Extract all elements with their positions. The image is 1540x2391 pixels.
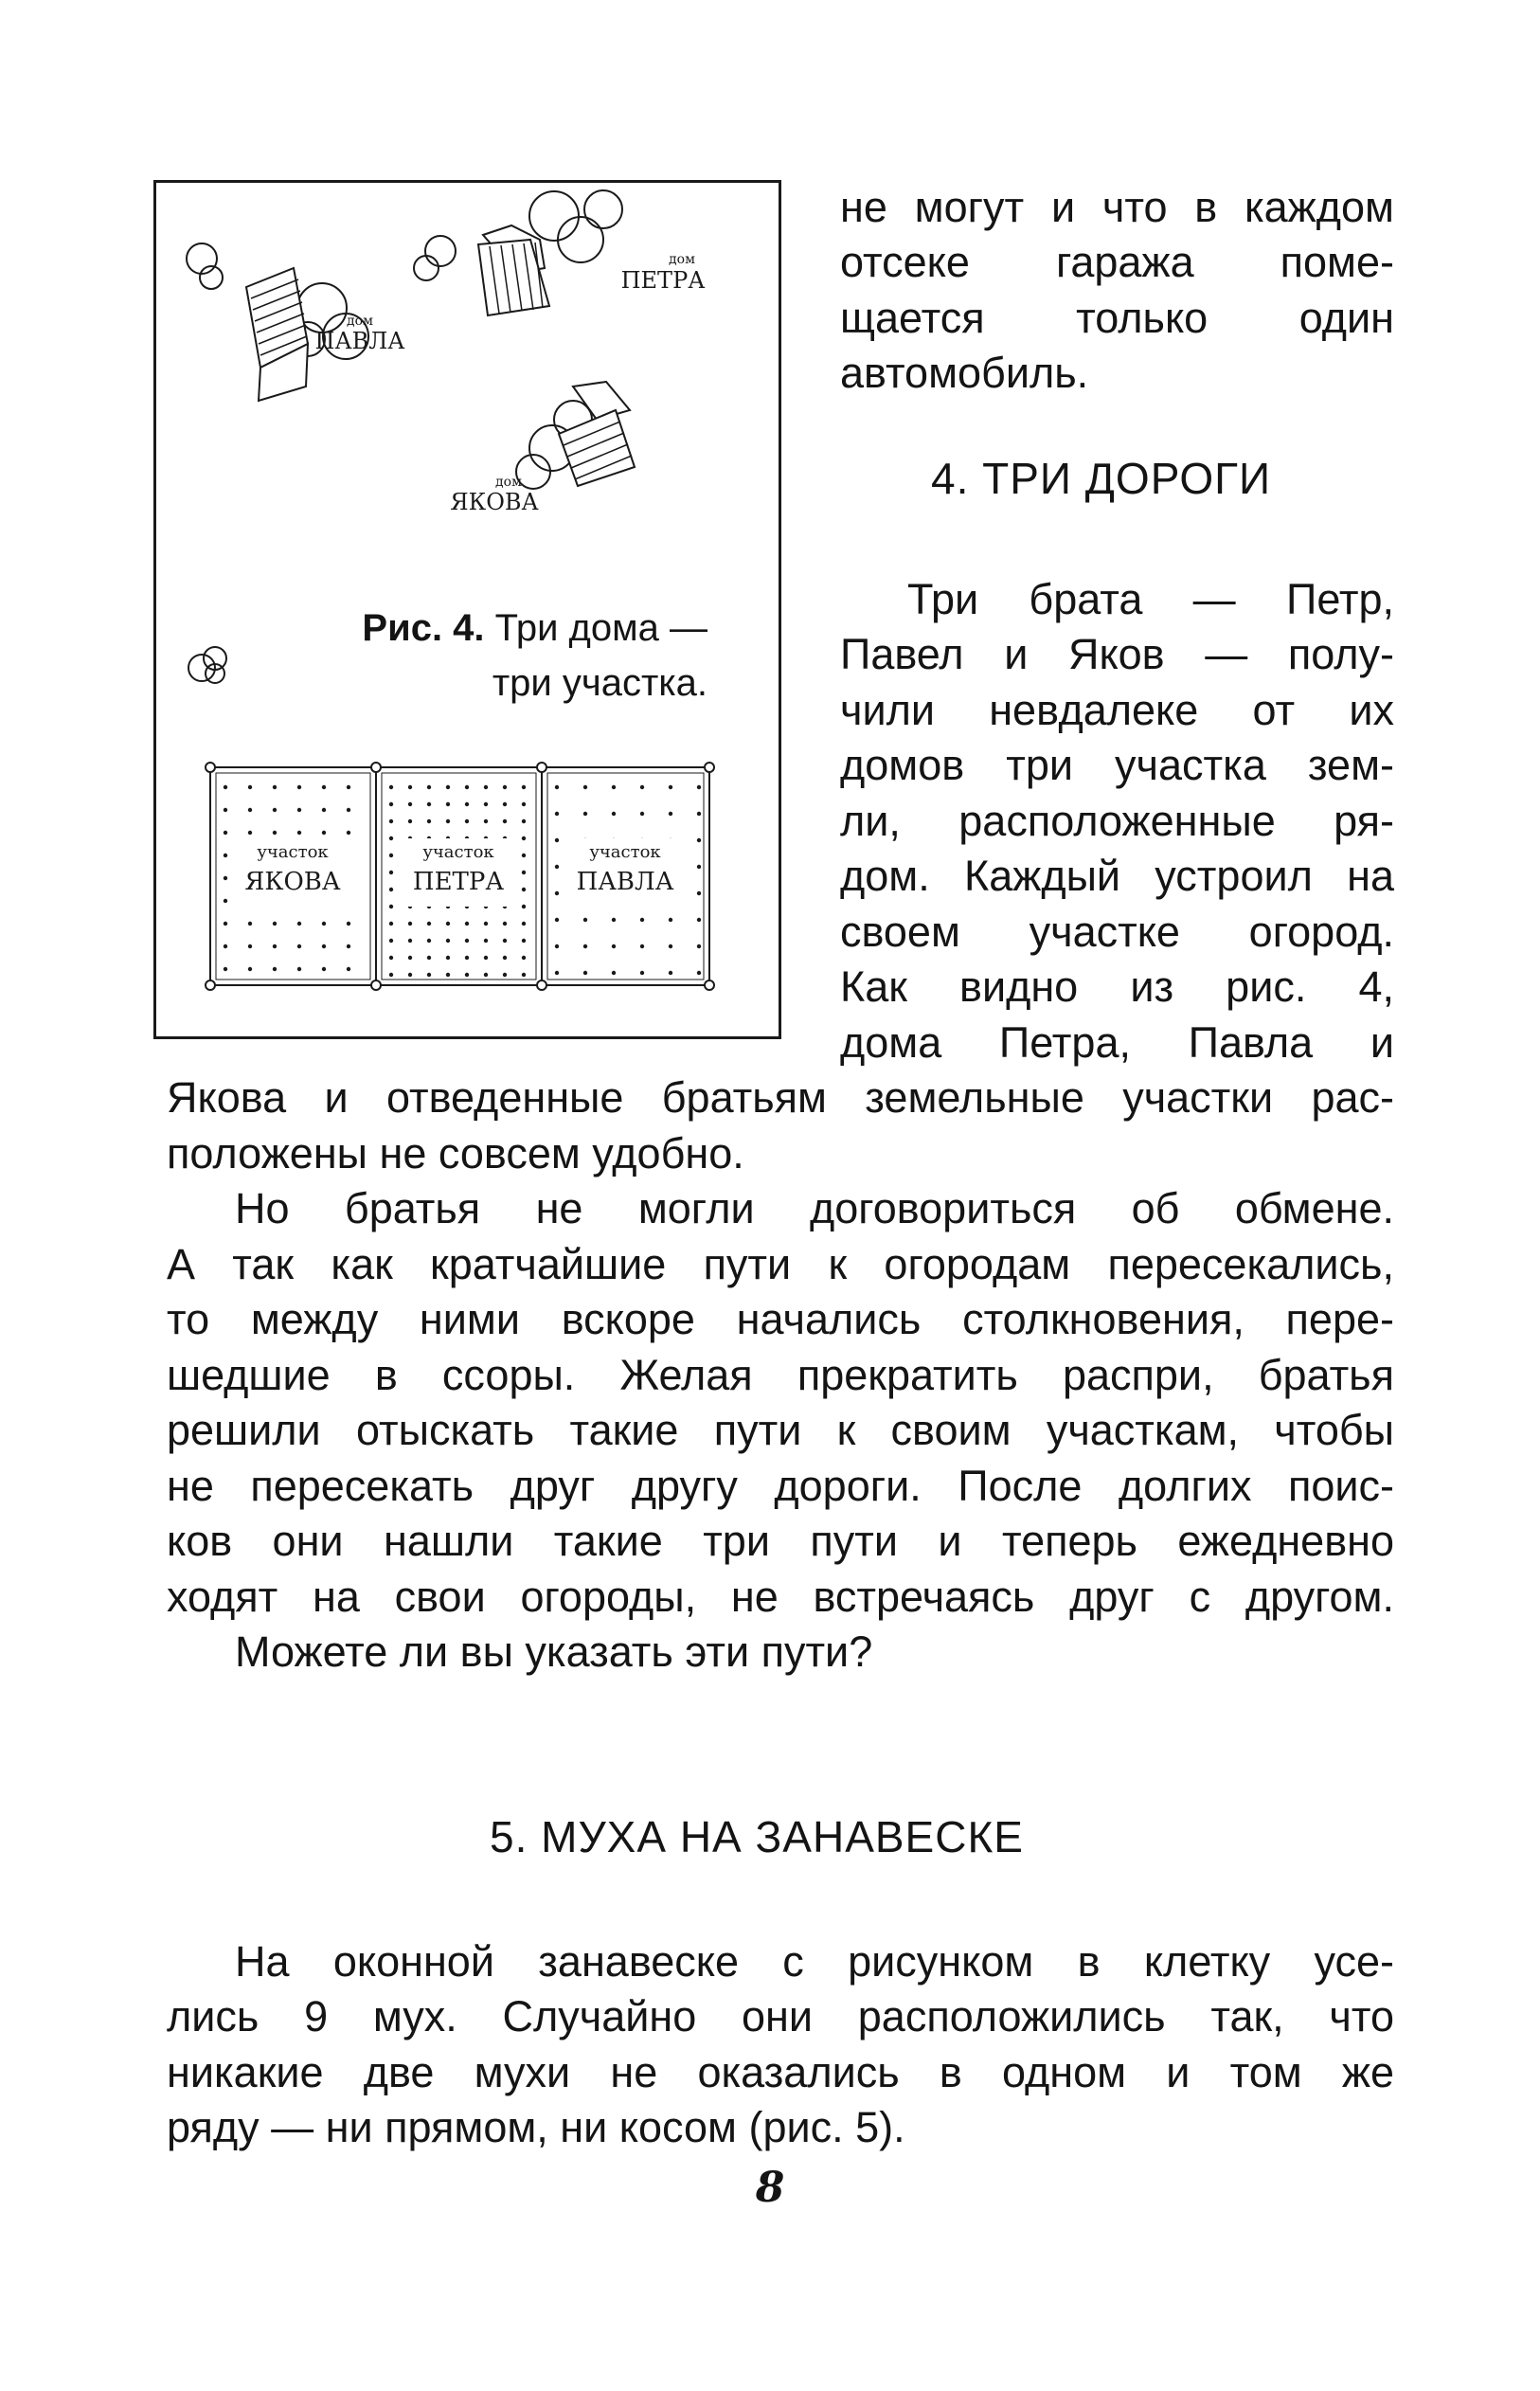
plot-dot bbox=[446, 939, 450, 943]
plot-dot bbox=[347, 944, 350, 948]
figure-caption-label: Рис. 4. bbox=[362, 607, 485, 649]
plot-dot bbox=[322, 831, 326, 835]
plot-dot bbox=[697, 918, 701, 922]
bush-icon bbox=[188, 647, 226, 683]
plot-dot bbox=[522, 939, 526, 943]
plot-dot bbox=[248, 922, 252, 926]
plot-dot bbox=[427, 922, 431, 926]
plot-dot bbox=[555, 785, 559, 789]
plot-dot bbox=[297, 922, 301, 926]
plot-dot bbox=[503, 785, 507, 789]
house-label-top: дом bbox=[669, 252, 695, 267]
text-line: не пересекать друг другу дороги. После долгих поис- bbox=[167, 1462, 1394, 1510]
text-line: ходят на свои огороды, не встречаясь друг с другом. bbox=[167, 1573, 1394, 1621]
plot-dot bbox=[347, 785, 350, 789]
plot-dot bbox=[322, 922, 326, 926]
plot-dot bbox=[640, 812, 644, 816]
plot-dot bbox=[612, 971, 616, 975]
plots-group bbox=[206, 763, 714, 990]
text-line: ли, расположенные ря- bbox=[840, 797, 1394, 845]
text-line: своем участке огород. bbox=[840, 908, 1394, 956]
plot-dot bbox=[224, 831, 227, 835]
plot-dot bbox=[669, 918, 672, 922]
plot-dot bbox=[669, 812, 672, 816]
plot-dot bbox=[273, 785, 277, 789]
plot-dot bbox=[640, 785, 644, 789]
plot-dot bbox=[503, 939, 507, 943]
plot-dot bbox=[522, 888, 526, 891]
plot-dot bbox=[408, 922, 412, 926]
plot-dot bbox=[322, 785, 326, 789]
plot-dot bbox=[408, 973, 412, 977]
plot-dot bbox=[522, 956, 526, 960]
plot-dot bbox=[484, 939, 488, 943]
plot-dot bbox=[697, 865, 701, 869]
plot-dot bbox=[465, 956, 469, 960]
plot-dot bbox=[484, 922, 488, 926]
plot-dot bbox=[297, 808, 301, 812]
plot-dot bbox=[427, 785, 431, 789]
plot-dot bbox=[484, 802, 488, 806]
plot-dot bbox=[297, 785, 301, 789]
plot-dot bbox=[297, 944, 301, 948]
figure-caption-text: Три дома — bbox=[494, 607, 707, 649]
plot-dot bbox=[322, 967, 326, 971]
plot-dot bbox=[273, 831, 277, 835]
plot-dot bbox=[446, 802, 450, 806]
text-line: На оконной занавеске с рисунком в клетку усе- bbox=[235, 1937, 1394, 1986]
text-line: никакие две мухи не оказались в одном и том же bbox=[167, 2048, 1394, 2096]
text-line: решили отыскать такие пути к своим участкам, чтобы bbox=[167, 1406, 1394, 1454]
plot-dot bbox=[583, 944, 587, 948]
plot-dot bbox=[408, 802, 412, 806]
plot-dot bbox=[408, 939, 412, 943]
plot-dot bbox=[555, 865, 559, 869]
bush-icon bbox=[414, 236, 456, 280]
plot-dot bbox=[446, 922, 450, 926]
plot-dot bbox=[389, 802, 393, 806]
plot-label-top: участок bbox=[257, 842, 329, 862]
plot-dot bbox=[522, 854, 526, 857]
plot-dot bbox=[248, 944, 252, 948]
plot-dot bbox=[446, 785, 450, 789]
plot-label-name: ПАВЛА bbox=[576, 868, 674, 896]
bush-icon bbox=[187, 243, 223, 289]
plot-dot bbox=[522, 836, 526, 840]
page-number: 8 bbox=[755, 2164, 785, 2212]
plot-label-top: участок bbox=[589, 842, 661, 862]
plot-dot bbox=[322, 944, 326, 948]
text-line: дом. Каждый устроил на bbox=[840, 852, 1394, 900]
plot-dot bbox=[224, 922, 227, 926]
text-line: щается только один bbox=[840, 294, 1394, 342]
plot-label-top: участок bbox=[422, 842, 494, 862]
plot-dot bbox=[484, 785, 488, 789]
house-label-name: ЯКОВА bbox=[450, 489, 539, 515]
bush-icon bbox=[529, 190, 622, 262]
plot-dot bbox=[389, 905, 393, 908]
plot-dot bbox=[427, 802, 431, 806]
text-line: положены не совсем удобно. bbox=[167, 1129, 744, 1178]
figure-caption bbox=[362, 602, 707, 655]
plot-dot bbox=[224, 808, 227, 812]
plot-dot bbox=[669, 785, 672, 789]
plot-dot bbox=[224, 876, 227, 880]
plot-dot bbox=[273, 944, 277, 948]
text-line: автомобиль. bbox=[840, 349, 1089, 397]
plot-dot bbox=[697, 838, 701, 842]
plot-dot bbox=[224, 899, 227, 903]
text-line: Можете ли вы указать эти пути? bbox=[235, 1627, 873, 1676]
plot-dot bbox=[522, 785, 526, 789]
plot-dot bbox=[408, 819, 412, 823]
house-yakova-icon bbox=[559, 382, 635, 486]
plot-dot bbox=[465, 785, 469, 789]
plot-dot bbox=[465, 819, 469, 823]
plot-dot bbox=[273, 808, 277, 812]
plot-dot bbox=[273, 967, 277, 971]
plot-dot bbox=[389, 871, 393, 874]
plot-dot bbox=[503, 956, 507, 960]
plot-dot bbox=[612, 812, 616, 816]
plot-dot bbox=[446, 956, 450, 960]
plot-dot bbox=[697, 944, 701, 948]
text-line: Но братья не могли договориться об обмене. bbox=[235, 1184, 1394, 1232]
plot-dot bbox=[503, 922, 507, 926]
text-line: ряду — ни прямом, ни косом (рис. 5). bbox=[167, 2103, 905, 2151]
plot-dot bbox=[640, 971, 644, 975]
plot-dot bbox=[248, 808, 252, 812]
plot-dot bbox=[697, 785, 701, 789]
plot-dot bbox=[224, 785, 227, 789]
plot-dot bbox=[522, 802, 526, 806]
plot-dot bbox=[503, 973, 507, 977]
plot-dot bbox=[612, 918, 616, 922]
house-label-top: дом bbox=[495, 475, 522, 490]
plot-dot bbox=[427, 939, 431, 943]
plot-dot bbox=[522, 871, 526, 874]
plot-dot bbox=[322, 808, 326, 812]
text-line: Как видно из рис. 4, bbox=[840, 962, 1394, 1011]
text-line: лись 9 мух. Случайно они расположились так, что bbox=[167, 1992, 1394, 2040]
plot-dot bbox=[248, 785, 252, 789]
plot-dot bbox=[427, 819, 431, 823]
text-line: Три брата — Петр, bbox=[907, 575, 1394, 623]
plot-dot bbox=[503, 802, 507, 806]
text-line: чили невдалеке от их bbox=[840, 686, 1394, 734]
plot-dot bbox=[612, 944, 616, 948]
house-pavla-icon bbox=[246, 268, 308, 401]
house-label-name: ПЕТРА bbox=[620, 267, 706, 294]
plot-dot bbox=[465, 973, 469, 977]
plot-dot bbox=[583, 971, 587, 975]
plot-dot bbox=[522, 819, 526, 823]
plot-dot bbox=[224, 967, 227, 971]
plot-dot bbox=[408, 785, 412, 789]
plot-dot bbox=[583, 812, 587, 816]
plot-dot bbox=[224, 944, 227, 948]
plot-dot bbox=[640, 944, 644, 948]
house-petra-icon bbox=[478, 225, 549, 315]
plot-dot bbox=[427, 973, 431, 977]
plot-dot bbox=[555, 838, 559, 842]
plot-dot bbox=[446, 973, 450, 977]
plot-dot bbox=[427, 956, 431, 960]
plot-dot bbox=[347, 922, 350, 926]
plot-dot bbox=[640, 918, 644, 922]
plot-dot bbox=[389, 939, 393, 943]
figure-caption-line2: три участка. bbox=[492, 662, 707, 704]
plot-dot bbox=[555, 812, 559, 816]
house-label-top: дом bbox=[347, 314, 373, 329]
plot-dot bbox=[248, 831, 252, 835]
plot-dot bbox=[389, 888, 393, 891]
text-line: Якова и отведенные братьям земельные участки рас- bbox=[167, 1073, 1394, 1122]
text-line: ков они нашли такие три пути и теперь ежедневно bbox=[167, 1517, 1394, 1565]
plot-dot bbox=[555, 971, 559, 975]
plot-dot bbox=[465, 922, 469, 926]
text-line: Павел и Яков — полу- bbox=[840, 630, 1394, 678]
plot-dot bbox=[446, 819, 450, 823]
text-line: домов три участка зем- bbox=[840, 741, 1394, 789]
plot-dot bbox=[389, 785, 393, 789]
plot-label-name: ПЕТРА bbox=[412, 868, 505, 896]
plot-dot bbox=[697, 812, 701, 816]
plot-dot bbox=[484, 973, 488, 977]
plot-dot bbox=[522, 905, 526, 908]
plot-dot bbox=[465, 802, 469, 806]
plot-label-name: ЯКОВА bbox=[244, 868, 341, 896]
plot-dot bbox=[503, 819, 507, 823]
plot-dot bbox=[224, 854, 227, 857]
plot-dot bbox=[389, 922, 393, 926]
plot-dot bbox=[583, 785, 587, 789]
plot-dot bbox=[389, 836, 393, 840]
plot-dot bbox=[697, 891, 701, 895]
plot-dot bbox=[297, 967, 301, 971]
plot-dot bbox=[347, 831, 350, 835]
text-line: отсеке гаража поме- bbox=[840, 238, 1394, 286]
text-line: то между ними вскоре начались столкновения, пере- bbox=[167, 1295, 1394, 1343]
section-5-heading: 5. МУХА НА ЗАНАВЕСКЕ bbox=[490, 1812, 1024, 1861]
plot-dot bbox=[484, 956, 488, 960]
plot-dot bbox=[522, 922, 526, 926]
plot-dot bbox=[522, 973, 526, 977]
plot-dot bbox=[484, 819, 488, 823]
plot-dot bbox=[555, 944, 559, 948]
house-label-name: ПАВЛА bbox=[314, 328, 405, 354]
plot-dot bbox=[248, 967, 252, 971]
plot-dot bbox=[583, 918, 587, 922]
text-line: шедшие в ссоры. Желая прекратить распри, братья bbox=[167, 1351, 1394, 1399]
plot-dot bbox=[389, 973, 393, 977]
plot-dot bbox=[273, 922, 277, 926]
plot-dot bbox=[389, 956, 393, 960]
plot-dot bbox=[465, 939, 469, 943]
plot-dot bbox=[669, 971, 672, 975]
text-line: А так как кратчайшие пути к огородам пересекались, bbox=[167, 1240, 1394, 1288]
plot-dot bbox=[555, 891, 559, 895]
plot-dot bbox=[297, 831, 301, 835]
plot-dot bbox=[347, 967, 350, 971]
section-4-heading: 4. ТРИ ДОРОГИ bbox=[931, 454, 1272, 503]
plot-dot bbox=[389, 819, 393, 823]
plot-dot bbox=[612, 785, 616, 789]
plot-dot bbox=[555, 918, 559, 922]
text-line: не могут и что в каждом bbox=[840, 183, 1394, 231]
plot-dot bbox=[389, 854, 393, 857]
text-line: дома Петра, Павла и bbox=[840, 1018, 1394, 1067]
plot-dot bbox=[697, 971, 701, 975]
figure-houses-and-plots bbox=[153, 180, 781, 1039]
plot-dot bbox=[408, 956, 412, 960]
plot-dot bbox=[347, 808, 350, 812]
plot-dot bbox=[669, 944, 672, 948]
